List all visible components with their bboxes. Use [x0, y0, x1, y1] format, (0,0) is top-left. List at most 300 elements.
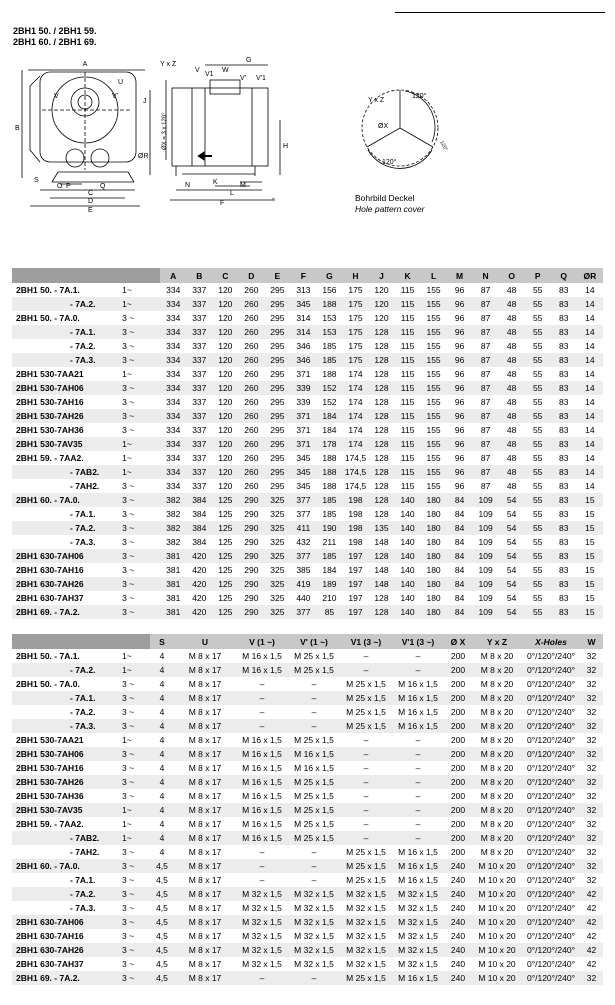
dimensions-value-cell: 84 [454, 565, 465, 575]
dimensions-value-cell: 295 [264, 325, 290, 339]
dimensions-row [12, 605, 603, 619]
dimensions-value-cell: 14 [585, 369, 595, 379]
dimensions-value-cell: 120 [218, 285, 233, 295]
connections-value-cell: M 8 x 20 [472, 831, 522, 845]
dimensions-row [12, 353, 603, 367]
connections-col-header: Ø X [444, 634, 472, 649]
dimensions-value-cell: 125 [212, 521, 238, 535]
dimensions-value-cell: 125 [212, 577, 238, 591]
connections-value-cell: – [363, 651, 369, 661]
dimensions-value-cell: 337 [192, 285, 207, 295]
label-Q: Q [100, 183, 106, 190]
connections-col-header [118, 634, 150, 649]
dimensions-value-cell: 115 [400, 425, 415, 435]
dimensions-model-cell: 2BH1 630-7AH26 [12, 577, 118, 591]
connections-value-cell: M 32 x 1,5 [392, 887, 444, 901]
dimensions-value-cell: 54 [499, 605, 525, 619]
connections-value-cell: M 10 x 20 [472, 859, 522, 873]
connections-value-cell: M 32 x 1,5 [294, 903, 334, 913]
technical-drawing [0, 50, 615, 220]
dimensions-col-header: Q [551, 268, 577, 283]
dimensions-value-cell: 334 [166, 481, 181, 491]
connections-model-cell: - 7A.2. [12, 663, 118, 677]
dimensions-col-header [12, 268, 118, 283]
dimensions-value-cell: 334 [166, 313, 181, 323]
connections-value-cell: M 8 x 20 [480, 847, 514, 857]
connections-value-cell: M 16 x 1,5 [236, 663, 288, 677]
dimensions-phase-cell: 1~ [122, 285, 132, 295]
dimensions-phase-cell: 1~ [118, 297, 160, 311]
dimensions-table [12, 268, 603, 619]
connections-value-cell: 4 [159, 847, 165, 857]
connections-value-cell: 0°/120°/240° [526, 819, 575, 829]
connections-phase-cell: 3 ~ [122, 707, 135, 717]
connections-value-cell: – [340, 747, 392, 761]
dimensions-value-cell: 125 [212, 605, 238, 619]
connections-col-header: V'1 (3 ~) [392, 634, 444, 649]
dimensions-value-cell: 337 [192, 453, 207, 463]
dimensions-value-cell: 120 [212, 353, 238, 367]
dimensions-col-header: B [186, 268, 212, 283]
dimensions-value-cell: 260 [244, 397, 259, 407]
connections-value-cell: M 8 x 20 [472, 691, 522, 705]
dimensions-value-cell: 440 [296, 593, 311, 603]
dimensions-value-cell: 180 [421, 549, 447, 563]
dimensions-value-cell: 184 [322, 565, 337, 575]
connections-col-header: V1 (3 ~) [340, 634, 392, 649]
dimensions-value-cell: 260 [244, 341, 259, 351]
dimensions-value-cell: 334 [160, 325, 186, 339]
dimensions-value-cell: 115 [400, 369, 415, 379]
dimensions-value-cell: 295 [270, 397, 285, 407]
connections-row [12, 859, 603, 873]
dimensions-value-cell: 155 [426, 453, 441, 463]
dimensions-value-cell: 87 [473, 381, 499, 395]
label-angle-2: 120° [382, 159, 397, 166]
connections-value-cell: 32 [580, 831, 603, 845]
dimensions-value-cell: 55 [525, 577, 551, 591]
connections-value-cell: M 10 x 20 [472, 971, 522, 985]
dimensions-value-cell: 337 [186, 297, 212, 311]
dimensions-value-cell: 55 [532, 313, 543, 323]
connections-row [12, 873, 603, 887]
connections-value-cell: 0°/120°/240° [526, 735, 575, 745]
label-O: O [57, 183, 63, 190]
dimensions-value-cell: 55 [532, 453, 543, 463]
label-G: G [246, 57, 252, 64]
dimensions-value-cell: 260 [238, 325, 264, 339]
dimensions-col-header [118, 268, 160, 283]
dimensions-value-cell: 334 [160, 353, 186, 367]
connections-value-cell: M 32 x 1,5 [242, 931, 282, 941]
dimensions-value-cell: 180 [426, 509, 441, 519]
dimensions-value-cell: 109 [473, 493, 499, 507]
dimensions-value-cell: 188 [322, 453, 337, 463]
connections-row [12, 649, 603, 663]
connections-model-cell: - 7A.2. [70, 707, 96, 717]
connections-value-cell: M 25 x 1,5 [294, 651, 334, 661]
dimensions-row [12, 451, 603, 465]
dimensions-value-cell: 14 [585, 453, 595, 463]
dimensions-phase-cell: 3 ~ [122, 341, 135, 351]
dimensions-value-cell: 180 [421, 521, 447, 535]
connections-row [12, 887, 603, 901]
connections-value-cell: M 16 x 1,5 [288, 747, 340, 761]
connections-value-cell: – [415, 763, 421, 773]
connections-value-cell: M 25 x 1,5 [340, 859, 392, 873]
label-Vp-front: V' [112, 93, 119, 100]
connections-value-cell: M 8 x 17 [188, 791, 222, 801]
connections-value-cell: – [288, 719, 340, 733]
dimensions-value-cell: 371 [290, 437, 316, 451]
dimensions-value-cell: 128 [374, 341, 389, 351]
dimensions-value-cell: 120 [218, 369, 233, 379]
dimensions-value-cell: 153 [316, 325, 342, 339]
connections-value-cell: 200 [450, 707, 466, 717]
connections-value-cell: 0°/120°/240° [526, 651, 575, 661]
dimensions-row [12, 409, 603, 423]
dimensions-col-header: E [264, 268, 290, 283]
label-S: S [34, 177, 39, 184]
connections-value-cell: M 25 x 1,5 [294, 791, 334, 801]
label-X-hole: ØX [378, 123, 389, 130]
connections-col-header: S [150, 634, 174, 649]
connections-value-cell: – [340, 775, 392, 789]
connections-model-cell: 2BH1 530-7AH36 [16, 791, 84, 801]
dimensions-value-cell: 260 [238, 297, 264, 311]
dimensions-value-cell: 337 [186, 465, 212, 479]
connections-value-cell: 0°/120°/240° [522, 719, 580, 733]
dimensions-value-cell: 325 [264, 521, 290, 535]
connections-row [12, 943, 603, 957]
dimensions-value-cell: 14 [577, 297, 603, 311]
connections-value-cell: – [236, 691, 288, 705]
dimensions-value-cell: 87 [480, 369, 491, 379]
dimensions-value-cell: 54 [499, 521, 525, 535]
dimensions-value-cell: 334 [160, 297, 186, 311]
dimensions-value-cell: 155 [421, 297, 447, 311]
dimensions-value-cell: 55 [525, 549, 551, 563]
dimensions-value-cell: 87 [473, 465, 499, 479]
connections-value-cell: – [288, 859, 340, 873]
dimensions-phase-cell: 3 ~ [118, 353, 160, 367]
dimensions-value-cell: 115 [395, 325, 421, 339]
dimensions-value-cell: 87 [480, 425, 491, 435]
dimensions-value-cell: 115 [395, 381, 421, 395]
dimensions-value-cell: 48 [499, 465, 525, 479]
dimensions-value-cell: 115 [395, 353, 421, 367]
dimensions-model-cell: 2BH1 530-7AH06 [12, 381, 118, 395]
connections-row [12, 957, 603, 971]
dimensions-value-cell: 381 [166, 565, 181, 575]
dimensions-value-cell: 295 [270, 453, 285, 463]
connections-phase-cell: 3 ~ [122, 679, 135, 689]
dimensions-value-cell: 155 [426, 481, 441, 491]
dimensions-row [12, 591, 603, 605]
dimensions-value-cell: 260 [238, 381, 264, 395]
connections-value-cell: 200 [450, 735, 466, 745]
model-header-line-1: 2BH1 50. / 2BH1 59. [13, 26, 97, 36]
dimensions-phase-cell: 3 ~ [118, 325, 160, 339]
dimensions-row [12, 381, 603, 395]
connections-value-cell: 32 [580, 691, 603, 705]
dimensions-value-cell: 153 [322, 313, 337, 323]
dimensions-value-cell: 48 [499, 381, 525, 395]
label-YZ-hole: Y x Z [368, 97, 385, 104]
connections-value-cell: – [415, 735, 421, 745]
dimensions-value-cell: 140 [400, 565, 415, 575]
dimensions-row [12, 339, 603, 353]
connections-value-cell: – [259, 679, 265, 689]
connections-value-cell: 0°/120°/240° [526, 931, 575, 941]
connections-value-cell: 4,5 [150, 943, 174, 957]
connections-value-cell: – [311, 847, 317, 857]
connections-table-header [12, 634, 603, 649]
dimensions-value-cell: 120 [212, 381, 238, 395]
label-V-front: V [54, 93, 59, 100]
dimensions-value-cell: 125 [218, 537, 233, 547]
connections-value-cell: M 8 x 20 [480, 735, 514, 745]
dimensions-model-cell: - 7A.3. [70, 537, 96, 547]
dimensions-value-cell: 180 [426, 593, 441, 603]
model-header [13, 26, 97, 48]
connections-model-cell: 2BH1 630-7AH37 [16, 959, 84, 969]
label-V-side: V [195, 67, 200, 74]
connections-value-cell: 32 [580, 747, 603, 761]
dimensions-value-cell: 84 [447, 605, 473, 619]
connections-value-cell: M 32 x 1,5 [236, 943, 288, 957]
connections-value-cell: 4 [150, 747, 174, 761]
connections-phase-cell: 3 ~ [122, 763, 135, 773]
dimensions-value-cell: 260 [238, 437, 264, 451]
dimensions-col-header: M [447, 268, 473, 283]
connections-model-cell: - 7AH2. [70, 847, 100, 857]
connections-value-cell: M 25 x 1,5 [288, 803, 340, 817]
dimensions-value-cell: 381 [160, 577, 186, 591]
connections-row [12, 677, 603, 691]
connections-value-cell: 42 [580, 887, 603, 901]
connections-value-cell: M 25 x 1,5 [346, 707, 386, 717]
dimensions-value-cell: 48 [499, 437, 525, 451]
dimensions-model-cell: - 7AH2. [70, 481, 100, 491]
model-header-line-2: 2BH1 60. / 2BH1 69. [13, 37, 97, 47]
dimensions-value-cell: 115 [400, 285, 415, 295]
label-J: J [143, 98, 147, 105]
connections-value-cell: – [236, 971, 288, 985]
dimensions-value-cell: 14 [585, 313, 595, 323]
connections-model-cell: 2BH1 530-7AA21 [16, 735, 84, 745]
dimensions-value-cell: 55 [525, 493, 551, 507]
connections-row [12, 915, 603, 929]
connections-value-cell: 4,5 [150, 887, 174, 901]
connections-value-cell: – [311, 679, 317, 689]
dimensions-value-cell: 96 [454, 397, 465, 407]
dimensions-value-cell: 345 [290, 465, 316, 479]
dimensions-value-cell: 55 [525, 297, 551, 311]
connections-value-cell: M 8 x 20 [480, 763, 514, 773]
dimensions-value-cell: 411 [290, 521, 316, 535]
dimensions-model-cell: - 7A.2. [12, 521, 118, 535]
dimensions-value-cell: 14 [585, 341, 595, 351]
connections-col-header: U [174, 634, 236, 649]
connections-value-cell: M 16 x 1,5 [236, 747, 288, 761]
dimensions-value-cell: 109 [478, 509, 493, 519]
dimensions-model-cell: 2BH1 50. - 7A.1. [16, 285, 80, 295]
dimensions-value-cell: 120 [218, 313, 233, 323]
dimensions-row [12, 493, 603, 507]
connections-value-cell: – [392, 831, 444, 845]
dimensions-phase-cell: 3 ~ [122, 313, 135, 323]
dimensions-value-cell: 55 [532, 341, 543, 351]
dimensions-value-cell: 290 [238, 577, 264, 591]
dimensions-value-cell: 337 [192, 341, 207, 351]
dimensions-value-cell: 83 [551, 549, 577, 563]
dimensions-value-cell: 178 [316, 437, 342, 451]
dimensions-value-cell: 83 [558, 425, 569, 435]
dimensions-value-cell: 334 [166, 453, 181, 463]
dimensions-value-cell: 314 [290, 325, 316, 339]
dimensions-phase-cell: 3 ~ [118, 549, 160, 563]
connections-col-header: V' (1 ~) [288, 634, 340, 649]
dimensions-value-cell: 314 [296, 313, 311, 323]
dimensions-value-cell: 325 [270, 565, 285, 575]
connections-value-cell: M 8 x 17 [188, 763, 222, 773]
dimensions-value-cell: 120 [218, 397, 233, 407]
connections-value-cell: 4,5 [156, 875, 168, 885]
connections-row [12, 845, 603, 859]
connections-value-cell: M 32 x 1,5 [392, 943, 444, 957]
dimensions-value-cell: 325 [270, 593, 285, 603]
dimensions-value-cell: 96 [454, 369, 465, 379]
dimensions-value-cell: 15 [577, 577, 603, 591]
caption-german: Bohrbild Deckel [355, 193, 415, 203]
connections-value-cell: – [392, 803, 444, 817]
dimensions-value-cell: 55 [532, 369, 543, 379]
dimensions-value-cell: 156 [322, 285, 337, 295]
connections-value-cell: – [311, 707, 317, 717]
dimensions-row [12, 479, 603, 493]
dimensions-value-cell: 83 [558, 369, 569, 379]
connections-value-cell: M 8 x 20 [472, 719, 522, 733]
hole-pattern-caption [355, 193, 424, 215]
connections-value-cell: M 32 x 1,5 [294, 931, 334, 941]
dimensions-col-header: D [238, 268, 264, 283]
dimensions-value-cell: 83 [558, 481, 569, 491]
top-rule [395, 12, 605, 13]
dimensions-value-cell: 197 [342, 605, 368, 619]
connections-phase-cell: 3 ~ [122, 931, 135, 941]
dimensions-value-cell: 14 [577, 437, 603, 451]
connections-value-cell: 4,5 [150, 859, 174, 873]
dimensions-value-cell: 83 [551, 605, 577, 619]
dimensions-value-cell: 115 [395, 409, 421, 423]
dimensions-col-header: O [499, 268, 525, 283]
connections-phase-cell: 3 ~ [118, 971, 150, 985]
dimensions-value-cell: 140 [400, 537, 415, 547]
connections-value-cell: – [392, 663, 444, 677]
dimensions-value-cell: 260 [244, 481, 259, 491]
connections-row [12, 929, 603, 943]
connections-value-cell: 0°/120°/240° [522, 747, 580, 761]
dimensions-model-cell: 2BH1 530-7AA21 [16, 369, 84, 379]
dimensions-value-cell: 377 [290, 493, 316, 507]
dimensions-value-cell: 55 [532, 537, 543, 547]
dimensions-value-cell: 128 [374, 509, 389, 519]
connections-value-cell: M 8 x 17 [188, 651, 222, 661]
connections-value-cell: – [363, 819, 369, 829]
connections-row [12, 761, 603, 775]
label-L: L [230, 190, 234, 197]
connections-phase-cell: 1~ [118, 803, 150, 817]
dimensions-value-cell: 48 [506, 313, 517, 323]
connections-value-cell: 240 [450, 931, 466, 941]
connections-row [12, 691, 603, 705]
connections-value-cell: 240 [450, 959, 466, 969]
dimensions-model-cell: 2BH1 530-7AV35 [12, 437, 118, 451]
connections-model-cell: 2BH1 50. - 7A.1. [16, 651, 80, 661]
connections-model-cell: 2BH1 530-7AH26 [12, 775, 118, 789]
dimensions-value-cell: 371 [290, 409, 316, 423]
dimensions-value-cell: 15 [585, 593, 595, 603]
connections-value-cell: M 32 x 1,5 [398, 959, 438, 969]
dimensions-value-cell: 175 [342, 325, 368, 339]
dimensions-value-cell: 109 [478, 593, 493, 603]
dimensions-col-header: K [395, 268, 421, 283]
dimensions-value-cell: 155 [421, 353, 447, 367]
dimensions-value-cell: 48 [506, 397, 517, 407]
dimensions-value-cell: 382 [166, 509, 181, 519]
connections-value-cell: M 8 x 17 [174, 943, 236, 957]
dimensions-value-cell: 48 [506, 285, 517, 295]
dimensions-value-cell: 260 [244, 425, 259, 435]
connections-phase-cell: 3 ~ [118, 887, 150, 901]
connections-value-cell: M 8 x 20 [472, 663, 522, 677]
dimensions-value-cell: 87 [480, 313, 491, 323]
dimensions-col-header: L [421, 268, 447, 283]
label-W: W [222, 67, 229, 74]
dimensions-value-cell: 385 [296, 565, 311, 575]
connections-phase-cell: 3 ~ [122, 791, 135, 801]
connections-value-cell: 240 [444, 915, 472, 929]
dimensions-value-cell: 120 [218, 425, 233, 435]
dimensions-phase-cell: 3 ~ [118, 493, 160, 507]
dimensions-value-cell: 83 [551, 297, 577, 311]
connections-value-cell: M 8 x 17 [174, 691, 236, 705]
dimensions-phase-cell: 1~ [118, 437, 160, 451]
dimensions-value-cell: 55 [532, 397, 543, 407]
connections-value-cell: – [415, 819, 421, 829]
connections-value-cell: 240 [450, 875, 466, 885]
connections-model-cell: - 7A.2. [12, 887, 118, 901]
dimensions-value-cell: 188 [316, 297, 342, 311]
dimensions-value-cell: 96 [454, 453, 465, 463]
dimensions-value-cell: 128 [368, 381, 394, 395]
connections-value-cell: M 8 x 17 [188, 931, 222, 941]
dimensions-value-cell: 55 [525, 353, 551, 367]
dimensions-phase-cell: 3 ~ [118, 577, 160, 591]
connections-value-cell: M 25 x 1,5 [288, 831, 340, 845]
connections-value-cell: 32 [586, 791, 597, 801]
label-H: H [283, 143, 289, 150]
connections-value-cell: M 16 x 1,5 [242, 819, 282, 829]
dimensions-value-cell: 48 [506, 425, 517, 435]
connections-value-cell: M 16 x 1,5 [294, 763, 334, 773]
connections-value-cell: M 32 x 1,5 [288, 887, 340, 901]
dimensions-value-cell: 15 [585, 537, 595, 547]
dimensions-value-cell: 290 [244, 509, 259, 519]
connections-table [12, 634, 603, 985]
dimensions-row [12, 311, 603, 325]
